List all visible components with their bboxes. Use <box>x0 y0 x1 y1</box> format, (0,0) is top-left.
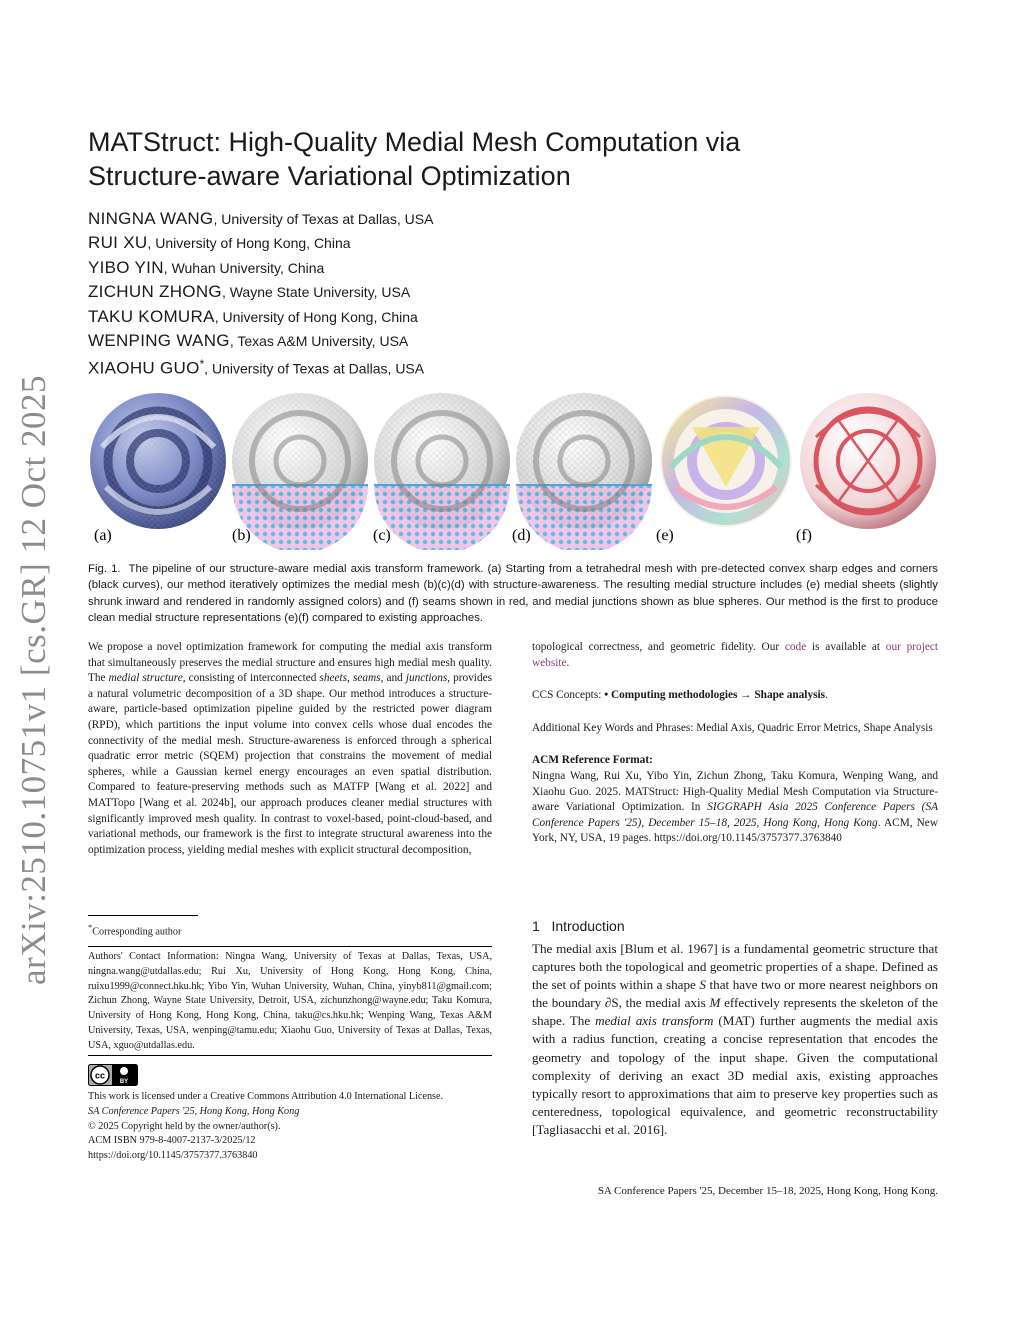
figure-label-b: (b) <box>232 527 251 544</box>
contact-rule <box>88 946 492 947</box>
author-entry: RUI XU, University of Hong Kong, China <box>88 233 351 253</box>
left-column <box>88 640 492 858</box>
abstract: We propose a novel optimization framework for computing the medial axis transform that simultaneously preserves the medial structure and ensures high medial mesh quality. The medial structure, consisting of interconnected sheets, seams, and junctions, provides a natural volumetric decomposition of a 3D shape. Our method introduces a structure-aware, particle-based optimization pipeline guided by the restricted power diagram (RPD), which partitions the input volume into convex cells whose dual encodes the connectivity of the medial mesh. Structure-awareness is enforced through a spherical quadratic error metric (SQEM) projection that constrains the movement of medial spheres, while a Gaussian kernel energy encourages an even spatial distribution. Compared to feature-preserving methods such as MATFP [Wang et al. 2022] and MATTopo [Wang et al. 2024b], our approach produces cleaner medial structures with significantly improved mesh quality. In contrast to voxel-based, point-cloud-based, and variational methods, our framework is the first to integrate structural awareness into the optimization process, yielding medial meshes with explicit structural decomposition, <box>88 641 493 856</box>
author-entry: ZICHUN ZHONG, Wayne State University, USA <box>88 282 411 302</box>
ccs-concept: Computing methodologies → Shape analysis <box>610 689 826 702</box>
author-entry: WENPING WANG, Texas A&M University, USA <box>88 331 409 351</box>
figure-label-a: (a) <box>94 527 112 544</box>
author-entry: YIBO YIN, Wuhan University, China <box>88 257 325 277</box>
keywords: Additional Key Words and Phrases: Medial Axis, Quadric Error Metrics, Shape Analysis <box>532 721 933 734</box>
arxiv-stamp <box>14 375 54 985</box>
figure-panel-d <box>516 393 652 550</box>
author-affiliation: Texas A&M University, USA <box>237 333 409 350</box>
teaser-figure-svg <box>86 387 941 550</box>
author-name: RUI XU <box>88 233 148 253</box>
license-venue: SA Conference Papers '25, Hong Kong, Hong Kong <box>88 1105 300 1117</box>
author-affiliation: Wuhan University, China <box>171 259 325 276</box>
figure-panel-a <box>90 393 226 529</box>
project-website-link[interactable]: our project website <box>532 641 938 669</box>
intro-paragraph: The medial axis [Blum et al. 1967] is a fundamental geometric structure that captures both the topological and geometric properties of a shape. Defined as the set of points within a shape S that have two or more nearest neighbors on the boundary ∂S, the medial axis M effectively represents the skeleton of the shape. The medial axis transform (MAT) further augments the medial axis with a radius function, creating a concise representation that encodes the geometry and topology of the input shape. Given the computational complexity of deriving an exact 3D medial axis, existing approaches typically resort to approximations that aim to preserve key properties such as centeredness, topological equivalence, and geometric reconstructability [Tagliasacchi et al. 2016]. <box>532 941 938 1137</box>
teaser-figure <box>86 387 941 550</box>
arxiv-stamp-text: arXiv:2510.10751v1 [cs.GR] 12 Oct 2025 <box>14 374 53 985</box>
section-heading <box>532 918 938 934</box>
ccs-concepts: CCS Concepts: • Computing methodologies → Shape analysis. <box>532 689 828 702</box>
code-link[interactable]: code <box>784 641 807 653</box>
author-name: XIAOHU GUO <box>88 359 200 379</box>
figure-label-f: (f) <box>796 527 812 544</box>
acm-ref-heading: ACM Reference Format: <box>532 754 653 767</box>
figure-panel-f <box>800 393 936 529</box>
license-copyright: © 2025 Copyright held by the owner/author(s). <box>88 1120 281 1132</box>
author-entry: TAKU KOMURA, University of Hong Kong, China <box>88 306 418 326</box>
author-entry: XIAOHU GUO*, University of Texas at Dallas, USA <box>88 358 425 379</box>
svg-text:BY: BY <box>119 1079 129 1085</box>
figure-panel-b <box>232 393 368 550</box>
author-name: YIBO YIN <box>88 257 164 277</box>
section-number: 1 <box>532 918 540 934</box>
acm-ref-text: Ningna Wang, Rui Xu, Yibo Yin, Zichun Zhong, Taku Komura, Wenping Wang, and Xiaohu Guo. 2025. MATStruct: High-Quality Medial Mesh Computation via Structure-aware Variational Optimization. In SIGGRAPH Asia 2025 Conference Papers (SA Conference Papers '25), December 15–18, 2025, Hong Kong, Hong Kong. ACM, New York, NY, USA, 19 pages. https://doi.org/10.1145/3757377.3763840 <box>532 769 938 845</box>
author-entry: NINGNA WANG, University of Texas at Dallas, USA <box>88 209 434 228</box>
author-name: ZICHUN ZHONG <box>88 282 222 302</box>
caption-prefix: Fig. 1. <box>88 563 121 575</box>
svg-text:cc: cc <box>94 1070 106 1081</box>
page-footer: SA Conference Papers '25, December 15–18, 2025, Hong Kong, Hong Kong. <box>597 1185 938 1197</box>
author-name: NINGNA WANG <box>88 209 214 228</box>
author-affiliation: Wayne State University, USA <box>229 284 411 301</box>
author-affiliation: University of Texas at Dallas, USA <box>211 361 425 378</box>
license-rule <box>88 1055 492 1056</box>
figure-panel-c <box>374 393 510 550</box>
paper-title <box>88 125 868 193</box>
author-name: TAKU KOMURA <box>88 306 215 326</box>
figure-panel-e <box>660 395 792 527</box>
cc-by-icon <box>88 1064 138 1086</box>
footnote-rule <box>88 915 198 916</box>
author-affiliation: University of Texas at Dallas, USA <box>221 211 434 227</box>
author-name: WENPING WANG <box>88 331 230 351</box>
section-title: Introduction <box>551 918 625 934</box>
corresponding-mark: * <box>199 358 205 372</box>
title-line-1: MATStruct: High-Quality Medial Mesh Computation via <box>88 127 741 157</box>
caption-text: The pipeline of our structure-aware medial axis transform framework. (a) Starting from a tetrahedral mesh with pre-detected convex sharp edges and corners (black curves), our method iteratively optimizes the medial mesh (b)(c)(d) with structure-awareness. The resulting medial structure includes (e) medial sheets (slightly shrunk inward and rendered in randomly assigned colors) and (f) seams shown in red, and medial junctions shown as blue spheres. Our method is the first to produce clean medial structure representations (e)(f) compared to existing approaches. <box>88 563 939 625</box>
author-affiliation: University of Hong Kong, China <box>222 308 418 325</box>
contact-info: Authors' Contact Information: Ningna Wang, University of Texas at Dallas, Texas, USA, ningna.wang@utdallas.edu; Rui Xu, University of Hong Kong, Hong Kong, China, ruixu1999@connect.hku.hk; Yibo Yin, Wuhan University, Wuhan, China, yinyb811@gmail.com; Zichun Zhong, Wayne State University, Detroit, USA, zichunzhong@wayne.edu; Taku Komura, University of Hong Kong, Hong Kong, China, taku@cs.hku.hk; Wenping Wang, Texas A&M University, Texas, USA, wenping@tamu.edu; Xiaohu Guo, University of Texas at Dallas, Texas, USA, xguo@utdallas.edu. <box>88 951 492 1051</box>
license-line: This work is licensed under a Creative Commons Attribution 4.0 International License. <box>88 1091 444 1102</box>
right-column <box>532 640 938 847</box>
corresponding-footnote: *Corresponding author <box>88 922 182 938</box>
figure-label-d: (d) <box>512 527 531 544</box>
title-line-2: Structure-aware Variational Optimization <box>88 161 571 191</box>
license-doi[interactable]: https://doi.org/10.1145/3757377.3763840 <box>88 1150 258 1162</box>
figure-caption <box>88 561 938 627</box>
figure-label-e: (e) <box>656 527 674 544</box>
author-list <box>88 207 688 382</box>
figure-label-c: (c) <box>373 527 391 544</box>
author-affiliation: University of Hong Kong, China <box>155 235 351 252</box>
license-block <box>88 1090 508 1164</box>
license-isbn: ACM ISBN 979-8-4007-2137-3/2025/12 <box>88 1135 256 1147</box>
abstract-continued: topological correctness, and geometric fidelity. Our code is available at our project website. <box>532 641 938 669</box>
cc-by-badge[interactable] <box>88 1064 138 1086</box>
